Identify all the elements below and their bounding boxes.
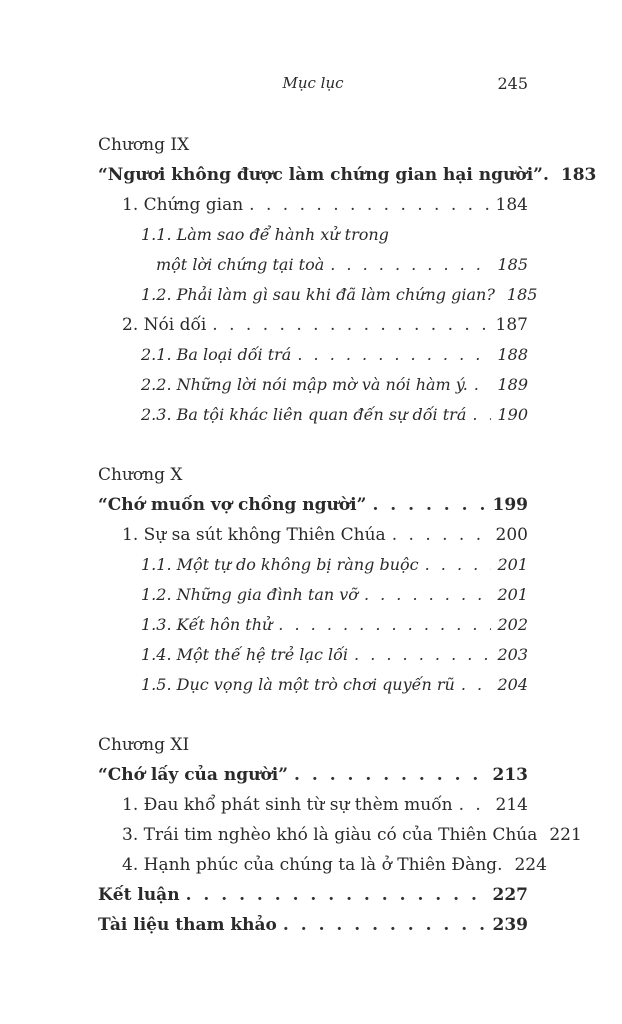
entry-page: 202	[497, 615, 528, 634]
entry-title: 1. Sự sa sút không Thiên Chúa	[122, 525, 386, 545]
toc-entry-x-1-5[interactable]	[98, 670, 528, 700]
dot-leader	[372, 490, 486, 520]
entry-page: 183	[560, 165, 597, 185]
dot-leader	[425, 550, 492, 580]
page-header	[98, 74, 528, 96]
toc-entry-references[interactable]	[98, 910, 528, 940]
entry-title: Tài liệu tham khảo	[98, 915, 277, 935]
entry-page: 185	[506, 285, 538, 304]
entry-page: 188	[497, 345, 528, 364]
toc-entry-ix-1[interactable]	[98, 190, 528, 220]
entry-page: 185	[497, 255, 528, 274]
dot-leader	[392, 520, 490, 550]
entry-title: một lời chứng tại toà	[156, 255, 325, 274]
dot-leader	[472, 400, 491, 430]
toc-entry-ix-2-1[interactable]	[98, 340, 528, 370]
toc-entry-chapter-x-title[interactable]	[98, 490, 528, 520]
toc-entry-ix-2-3[interactable]	[98, 400, 528, 430]
toc-entry-x-1-3[interactable]	[98, 610, 528, 640]
entry-page: 221	[549, 825, 582, 845]
entry-title: 2. Nói dối	[122, 315, 207, 335]
entry-page: 184	[495, 195, 528, 215]
dot-leader	[294, 760, 486, 790]
dot-leader	[278, 610, 491, 640]
chapter-ix-label: Chương IX	[98, 135, 190, 155]
toc-entry-xi-4[interactable]	[98, 850, 547, 880]
entry-page: 199	[492, 495, 528, 515]
entry-page: 227	[492, 885, 528, 905]
entry-page: 213	[492, 765, 528, 785]
spacer	[98, 700, 528, 730]
entry-page: 201	[497, 585, 528, 604]
chapter-xi-label: Chương XI	[98, 735, 190, 755]
dot-leader	[364, 580, 492, 610]
entry-page: 189	[497, 375, 528, 394]
entry-title: 1.2. Những gia đình tan vỡ	[141, 585, 358, 604]
entry-title: 1.5. Dục vọng là một trò chơi quyến rũ	[141, 675, 455, 694]
toc-entry-ix-2-2[interactable]	[98, 370, 528, 400]
toc-entry-chapter-ix-title[interactable]	[98, 160, 597, 190]
entry-title: 1. Đau khổ phát sinh từ sự thèm muốn	[122, 795, 453, 815]
entry-title: 1.2. Phải làm gì sau khi đã làm chứng gian?	[141, 285, 495, 304]
toc-entry-xi-1[interactable]	[98, 790, 528, 820]
toc-entry-ix-1-2[interactable]	[98, 280, 538, 310]
toc-entry-xi-3[interactable]	[98, 820, 582, 850]
running-title: Mục lục	[282, 74, 344, 92]
toc-entry-ix-2[interactable]	[98, 310, 528, 340]
entry-page: 239	[492, 915, 528, 935]
toc-entry-conclusion[interactable]	[98, 880, 528, 910]
dot-leader	[283, 910, 487, 940]
dot-leader	[297, 340, 491, 370]
table-of-contents	[98, 130, 597, 940]
toc-entry-x-1-2[interactable]	[98, 580, 528, 610]
toc-entry-x-1-1[interactable]	[98, 550, 528, 580]
dot-leader	[474, 370, 492, 400]
entry-title: 2.3. Ba tội khác liên quan đến sự dối trá	[141, 405, 467, 424]
entry-page: 224	[514, 855, 547, 875]
entry-title: “Chớ lấy của người”	[98, 765, 289, 785]
dot-leader	[186, 880, 487, 910]
toc-entry-chapter-xi-title[interactable]	[98, 760, 528, 790]
dot-leader	[249, 190, 489, 220]
dot-leader	[354, 640, 491, 670]
entry-title: 4. Hạnh phúc của chúng ta là ở Thiên Đàng.	[122, 855, 503, 875]
entry-page: 187	[495, 315, 528, 335]
dot-leader	[461, 670, 492, 700]
dot-leader	[212, 310, 489, 340]
entry-page: 204	[497, 675, 528, 694]
page-number: 245	[497, 74, 528, 93]
toc-entry-x-1[interactable]	[98, 520, 528, 550]
entry-title: “Chớ muốn vợ chồng người”	[98, 495, 367, 515]
entry-title: 1.3. Kết hôn thử	[141, 615, 273, 634]
entry-title: 3. Trái tim nghèo khó là giàu có của Thiên Chúa	[122, 825, 538, 845]
entry-title: 1. Chứng gian	[122, 195, 244, 215]
entry-page: 190	[497, 405, 528, 424]
entry-page: 214	[495, 795, 528, 815]
toc-entry-ix-1-1-line1[interactable]: 1.1. Làm sao để hành xử trong	[141, 225, 389, 244]
entry-title: 1.1. Một tự do không bị ràng buộc	[141, 555, 419, 574]
entry-title: 2.1. Ba loại dối trá	[141, 345, 292, 364]
toc-entry-ix-1-1-line2[interactable]	[98, 250, 528, 280]
entry-title: “Ngươi không được làm chứng gian hại người”.	[98, 165, 549, 185]
toc-entry-x-1-4[interactable]	[98, 640, 528, 670]
entry-title: Kết luận	[98, 885, 180, 905]
entry-page: 200	[495, 525, 528, 545]
entry-page: 201	[497, 555, 528, 574]
chapter-x-label: Chương X	[98, 465, 183, 485]
dot-leader	[330, 250, 491, 280]
spacer	[98, 430, 528, 460]
entry-page: 203	[497, 645, 528, 664]
dot-leader	[459, 790, 490, 820]
entry-title: 1.4. Một thế hệ trẻ lạc lối	[141, 645, 349, 664]
entry-title: 2.2. Những lời nói mập mờ và nói hàm ý.	[141, 375, 468, 394]
